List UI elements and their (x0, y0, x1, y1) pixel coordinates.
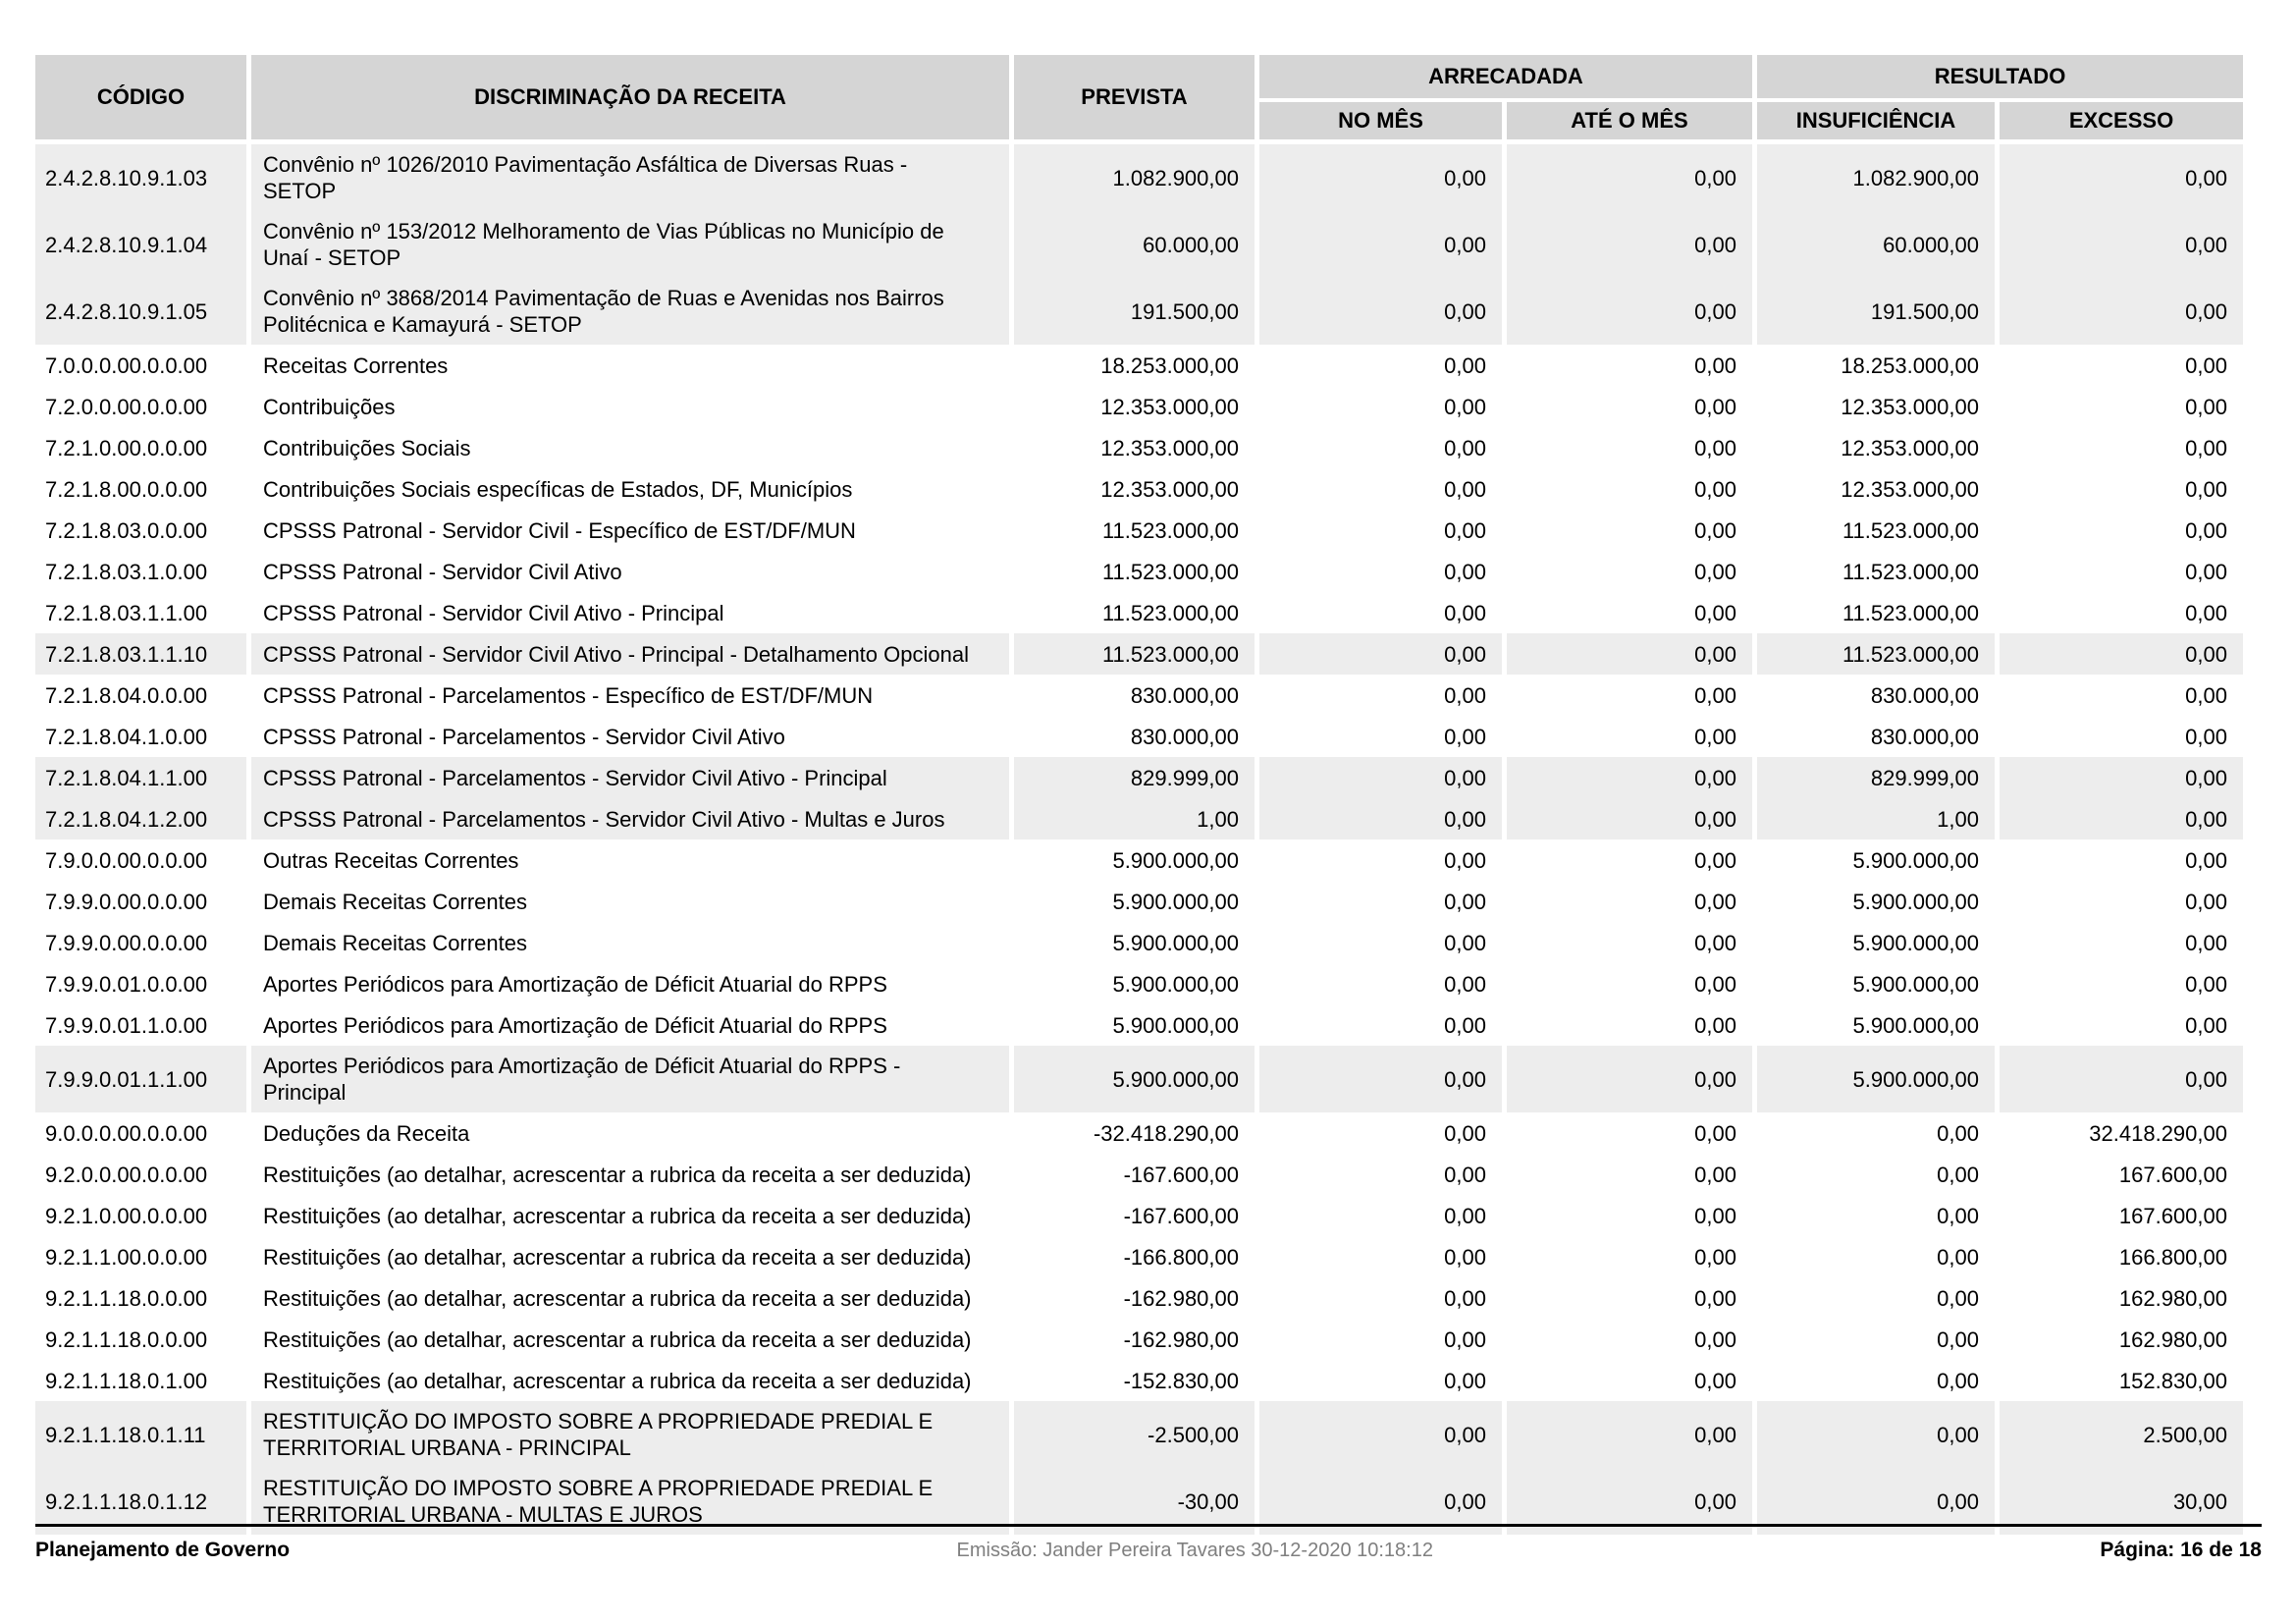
row-no-mes: 0,00 (1259, 386, 1502, 427)
row-description: Convênio nº 1026/2010 Pavimentação Asfáltica de Diversas Ruas - SETOP (251, 144, 1009, 211)
row-prevista: 12.353.000,00 (1014, 427, 1255, 468)
row-no-mes: 0,00 (1259, 1319, 1502, 1360)
row-description: Restituições (ao detalhar, acrescentar a rubrica da receita a ser deduzida) (251, 1195, 1009, 1236)
row-code: 9.2.1.1.18.0.1.11 (35, 1401, 246, 1468)
row-description: CPSSS Patronal - Parcelamentos - Servidor Civil Ativo - Principal (251, 757, 1009, 798)
row-description: Deduções da Receita (251, 1112, 1009, 1154)
row-ate-o-mes: 0,00 (1507, 1004, 1752, 1046)
footer-page-number: Página: 16 de 18 (2100, 1539, 2262, 1561)
row-prevista: -2.500,00 (1014, 1401, 1255, 1468)
table-row (35, 881, 2246, 922)
row-excesso: 2.500,00 (2000, 1401, 2243, 1468)
row-insuficiencia: 0,00 (1757, 1468, 1995, 1535)
table-row (35, 211, 2246, 278)
row-code: 7.9.9.0.01.1.1.00 (35, 1046, 246, 1112)
row-no-mes: 0,00 (1259, 757, 1502, 798)
row-code: 7.2.1.8.03.1.1.00 (35, 592, 246, 633)
row-code: 7.2.1.8.03.0.0.00 (35, 510, 246, 551)
row-insuficiencia: 11.523.000,00 (1757, 633, 1995, 675)
row-excesso: 0,00 (2000, 839, 2243, 881)
row-code: 7.2.1.8.00.0.0.00 (35, 468, 246, 510)
row-prevista: 5.900.000,00 (1014, 881, 1255, 922)
table-row (35, 1319, 2246, 1360)
row-description: Restituições (ao detalhar, acrescentar a rubrica da receita a ser deduzida) (251, 1154, 1009, 1195)
row-code: 7.9.9.0.00.0.0.00 (35, 881, 246, 922)
row-ate-o-mes: 0,00 (1507, 211, 1752, 278)
row-ate-o-mes: 0,00 (1507, 1236, 1752, 1277)
group-header-resultado: RESULTADO (1757, 55, 2243, 98)
row-no-mes: 0,00 (1259, 1195, 1502, 1236)
row-description: CPSSS Patronal - Parcelamentos - Servidor Civil Ativo - Multas e Juros (251, 798, 1009, 839)
row-code: 7.2.1.0.00.0.0.00 (35, 427, 246, 468)
row-excesso: 0,00 (2000, 1004, 2243, 1046)
row-ate-o-mes: 0,00 (1507, 1112, 1752, 1154)
row-description: Receitas Correntes (251, 345, 1009, 386)
row-code: 7.2.1.8.03.1.0.00 (35, 551, 246, 592)
row-excesso: 0,00 (2000, 468, 2243, 510)
row-prevista: -167.600,00 (1014, 1154, 1255, 1195)
row-insuficiencia: 0,00 (1757, 1112, 1995, 1154)
row-insuficiencia: 1.082.900,00 (1757, 144, 1995, 211)
table-row (35, 1004, 2246, 1046)
row-no-mes: 0,00 (1259, 1468, 1502, 1535)
row-code: 9.2.1.1.00.0.0.00 (35, 1236, 246, 1277)
table-row (35, 427, 2246, 468)
column-header-discriminacao: DISCRIMINAÇÃO DA RECEITA (251, 55, 1009, 139)
row-excesso: 162.980,00 (2000, 1277, 2243, 1319)
row-prevista: 5.900.000,00 (1014, 1004, 1255, 1046)
row-insuficiencia: 60.000,00 (1757, 211, 1995, 278)
row-prevista: 191.500,00 (1014, 278, 1255, 345)
row-insuficiencia: 11.523.000,00 (1757, 592, 1995, 633)
table-row (35, 1277, 2246, 1319)
row-insuficiencia: 5.900.000,00 (1757, 922, 1995, 963)
table-row (35, 510, 2246, 551)
row-description: CPSSS Patronal - Servidor Civil Ativo - Principal - Detalhamento Opcional (251, 633, 1009, 675)
row-ate-o-mes: 0,00 (1507, 1195, 1752, 1236)
row-prevista: -162.980,00 (1014, 1319, 1255, 1360)
table-row (35, 675, 2246, 716)
row-ate-o-mes: 0,00 (1507, 427, 1752, 468)
row-insuficiencia: 0,00 (1757, 1154, 1995, 1195)
table-row (35, 592, 2246, 633)
row-no-mes: 0,00 (1259, 278, 1502, 345)
row-insuficiencia: 5.900.000,00 (1757, 1046, 1995, 1112)
row-description: Restituições (ao detalhar, acrescentar a rubrica da receita a ser deduzida) (251, 1319, 1009, 1360)
row-ate-o-mes: 0,00 (1507, 922, 1752, 963)
row-ate-o-mes: 0,00 (1507, 1360, 1752, 1401)
row-no-mes: 0,00 (1259, 1004, 1502, 1046)
row-ate-o-mes: 0,00 (1507, 278, 1752, 345)
row-excesso: 0,00 (2000, 345, 2243, 386)
row-code: 7.2.1.8.03.1.1.10 (35, 633, 246, 675)
row-code: 9.2.1.0.00.0.0.00 (35, 1195, 246, 1236)
row-ate-o-mes: 0,00 (1507, 1277, 1752, 1319)
row-prevista: 11.523.000,00 (1014, 551, 1255, 592)
row-description: RESTITUIÇÃO DO IMPOSTO SOBRE A PROPRIEDADE PREDIAL E TERRITORIAL URBANA - MULTAS E JUROS (251, 1468, 1009, 1535)
row-excesso: 0,00 (2000, 922, 2243, 963)
table-row (35, 468, 2246, 510)
row-description: Demais Receitas Correntes (251, 922, 1009, 963)
row-prevista: 5.900.000,00 (1014, 839, 1255, 881)
row-excesso: 30,00 (2000, 1468, 2243, 1535)
row-insuficiencia: 0,00 (1757, 1236, 1995, 1277)
table-row (35, 1112, 2246, 1154)
row-no-mes: 0,00 (1259, 675, 1502, 716)
row-ate-o-mes: 0,00 (1507, 1401, 1752, 1468)
row-prevista: -30,00 (1014, 1468, 1255, 1535)
group-header-arrecadada: ARRECADADA (1259, 55, 1752, 98)
row-no-mes: 0,00 (1259, 592, 1502, 633)
table-body (35, 144, 2246, 1535)
table-row (35, 839, 2246, 881)
row-excesso: 0,00 (2000, 716, 2243, 757)
row-excesso: 0,00 (2000, 510, 2243, 551)
table-row (35, 345, 2246, 386)
table-row (35, 633, 2246, 675)
row-excesso: 162.980,00 (2000, 1319, 2243, 1360)
row-code: 7.2.0.0.00.0.0.00 (35, 386, 246, 427)
row-excesso: 32.418.290,00 (2000, 1112, 2243, 1154)
row-description: Demais Receitas Correntes (251, 881, 1009, 922)
row-excesso: 0,00 (2000, 633, 2243, 675)
row-no-mes: 0,00 (1259, 922, 1502, 963)
row-no-mes: 0,00 (1259, 1046, 1502, 1112)
row-ate-o-mes: 0,00 (1507, 1154, 1752, 1195)
row-code: 7.0.0.0.00.0.0.00 (35, 345, 246, 386)
table-row (35, 922, 2246, 963)
column-header-no-mes: NO MÊS (1259, 102, 1502, 139)
row-insuficiencia: 830.000,00 (1757, 716, 1995, 757)
row-prevista: 5.900.000,00 (1014, 1046, 1255, 1112)
row-no-mes: 0,00 (1259, 211, 1502, 278)
table-row (35, 144, 2246, 211)
row-excesso: 0,00 (2000, 144, 2243, 211)
row-prevista: 60.000,00 (1014, 211, 1255, 278)
row-prevista: 5.900.000,00 (1014, 922, 1255, 963)
column-header-ate-o-mes: ATÉ O MÊS (1507, 102, 1752, 139)
footer-report-name: Planejamento de Governo (35, 1539, 291, 1561)
row-ate-o-mes: 0,00 (1507, 592, 1752, 633)
row-ate-o-mes: 0,00 (1507, 963, 1752, 1004)
row-description: Restituições (ao detalhar, acrescentar a rubrica da receita a ser deduzida) (251, 1277, 1009, 1319)
row-prevista: 18.253.000,00 (1014, 345, 1255, 386)
row-insuficiencia: 5.900.000,00 (1757, 839, 1995, 881)
row-description: RESTITUIÇÃO DO IMPOSTO SOBRE A PROPRIEDADE PREDIAL E TERRITORIAL URBANA - PRINCIPAL (251, 1401, 1009, 1468)
row-code: 9.2.1.1.18.0.1.00 (35, 1360, 246, 1401)
row-code: 7.9.0.0.00.0.0.00 (35, 839, 246, 881)
page-footer (35, 1524, 2262, 1562)
row-no-mes: 0,00 (1259, 468, 1502, 510)
row-no-mes: 0,00 (1259, 510, 1502, 551)
row-ate-o-mes: 0,00 (1507, 386, 1752, 427)
row-description: Aportes Periódicos para Amortização de Déficit Atuarial do RPPS (251, 1004, 1009, 1046)
row-excesso: 0,00 (2000, 278, 2243, 345)
row-code: 7.2.1.8.04.1.2.00 (35, 798, 246, 839)
row-excesso: 0,00 (2000, 675, 2243, 716)
table-row (35, 798, 2246, 839)
row-no-mes: 0,00 (1259, 345, 1502, 386)
row-insuficiencia: 0,00 (1757, 1277, 1995, 1319)
row-no-mes: 0,00 (1259, 633, 1502, 675)
row-insuficiencia: 5.900.000,00 (1757, 963, 1995, 1004)
row-code: 2.4.2.8.10.9.1.04 (35, 211, 246, 278)
row-prevista: 829.999,00 (1014, 757, 1255, 798)
row-ate-o-mes: 0,00 (1507, 881, 1752, 922)
table-header (35, 55, 2246, 139)
row-ate-o-mes: 0,00 (1507, 716, 1752, 757)
row-code: 7.2.1.8.04.1.1.00 (35, 757, 246, 798)
row-no-mes: 0,00 (1259, 798, 1502, 839)
row-description: CPSSS Patronal - Servidor Civil - Específico de EST/DF/MUN (251, 510, 1009, 551)
row-excesso: 167.600,00 (2000, 1154, 2243, 1195)
row-code: 9.2.1.1.18.0.0.00 (35, 1277, 246, 1319)
row-prevista: 1.082.900,00 (1014, 144, 1255, 211)
row-no-mes: 0,00 (1259, 881, 1502, 922)
row-prevista: 830.000,00 (1014, 675, 1255, 716)
row-no-mes: 0,00 (1259, 1401, 1502, 1468)
row-prevista: -162.980,00 (1014, 1277, 1255, 1319)
row-insuficiencia: 5.900.000,00 (1757, 881, 1995, 922)
row-no-mes: 0,00 (1259, 1112, 1502, 1154)
row-code: 7.9.9.0.01.1.0.00 (35, 1004, 246, 1046)
column-header-insuficiencia: INSUFICIÊNCIA (1757, 102, 1995, 139)
row-code: 9.0.0.0.00.0.0.00 (35, 1112, 246, 1154)
row-prevista: 12.353.000,00 (1014, 468, 1255, 510)
row-excesso: 0,00 (2000, 427, 2243, 468)
row-prevista: 11.523.000,00 (1014, 510, 1255, 551)
row-prevista: -166.800,00 (1014, 1236, 1255, 1277)
row-prevista: 1,00 (1014, 798, 1255, 839)
table-row (35, 1401, 2246, 1468)
row-excesso: 0,00 (2000, 1046, 2243, 1112)
row-excesso: 167.600,00 (2000, 1195, 2243, 1236)
row-excesso: 0,00 (2000, 592, 2243, 633)
row-no-mes: 0,00 (1259, 551, 1502, 592)
row-insuficiencia: 830.000,00 (1757, 675, 1995, 716)
row-description: Restituições (ao detalhar, acrescentar a rubrica da receita a ser deduzida) (251, 1360, 1009, 1401)
row-description: Contribuições Sociais específicas de Estados, DF, Municípios (251, 468, 1009, 510)
row-description: CPSSS Patronal - Parcelamentos - Específico de EST/DF/MUN (251, 675, 1009, 716)
row-no-mes: 0,00 (1259, 963, 1502, 1004)
row-description: Contribuições Sociais (251, 427, 1009, 468)
row-ate-o-mes: 0,00 (1507, 757, 1752, 798)
row-ate-o-mes: 0,00 (1507, 633, 1752, 675)
row-prevista: 11.523.000,00 (1014, 592, 1255, 633)
row-description: Contribuições (251, 386, 1009, 427)
table-row (35, 551, 2246, 592)
row-insuficiencia: 829.999,00 (1757, 757, 1995, 798)
row-ate-o-mes: 0,00 (1507, 798, 1752, 839)
footer-emission: Emissão: Jander Pereira Tavares 30-12-2020 10:18:12 (956, 1540, 1433, 1561)
row-insuficiencia: 12.353.000,00 (1757, 427, 1995, 468)
row-excesso: 0,00 (2000, 881, 2243, 922)
table-row (35, 716, 2246, 757)
row-ate-o-mes: 0,00 (1507, 1319, 1752, 1360)
table-row (35, 1046, 2246, 1112)
row-description: Convênio nº 3868/2014 Pavimentação de Ruas e Avenidas nos Bairros Politécnica e Kamayurá - SETOP (251, 278, 1009, 345)
row-prevista: 12.353.000,00 (1014, 386, 1255, 427)
row-prevista: 5.900.000,00 (1014, 963, 1255, 1004)
row-insuficiencia: 0,00 (1757, 1319, 1995, 1360)
row-excesso: 0,00 (2000, 551, 2243, 592)
row-code: 7.9.9.0.01.0.0.00 (35, 963, 246, 1004)
row-insuficiencia: 11.523.000,00 (1757, 510, 1995, 551)
row-prevista: -32.418.290,00 (1014, 1112, 1255, 1154)
row-description: CPSSS Patronal - Servidor Civil Ativo - Principal (251, 592, 1009, 633)
row-ate-o-mes: 0,00 (1507, 1046, 1752, 1112)
row-description: CPSSS Patronal - Parcelamentos - Servidor Civil Ativo (251, 716, 1009, 757)
row-insuficiencia: 11.523.000,00 (1757, 551, 1995, 592)
row-excesso: 0,00 (2000, 757, 2243, 798)
table-row (35, 386, 2246, 427)
table-row (35, 757, 2246, 798)
row-ate-o-mes: 0,00 (1507, 144, 1752, 211)
row-code: 7.2.1.8.04.1.0.00 (35, 716, 246, 757)
row-ate-o-mes: 0,00 (1507, 551, 1752, 592)
row-description: Aportes Periódicos para Amortização de Déficit Atuarial do RPPS (251, 963, 1009, 1004)
row-insuficiencia: 5.900.000,00 (1757, 1004, 1995, 1046)
row-prevista: 11.523.000,00 (1014, 633, 1255, 675)
row-code: 9.2.1.1.18.0.1.12 (35, 1468, 246, 1535)
row-insuficiencia: 0,00 (1757, 1360, 1995, 1401)
row-code: 2.4.2.8.10.9.1.03 (35, 144, 246, 211)
row-prevista: -152.830,00 (1014, 1360, 1255, 1401)
row-ate-o-mes: 0,00 (1507, 839, 1752, 881)
row-code: 9.2.1.1.18.0.0.00 (35, 1319, 246, 1360)
row-no-mes: 0,00 (1259, 1236, 1502, 1277)
table-row (35, 1195, 2246, 1236)
row-code: 2.4.2.8.10.9.1.05 (35, 278, 246, 345)
column-header-prevista: PREVISTA (1014, 55, 1255, 139)
row-description: Outras Receitas Correntes (251, 839, 1009, 881)
row-excesso: 0,00 (2000, 798, 2243, 839)
row-excesso: 0,00 (2000, 963, 2243, 1004)
row-description: CPSSS Patronal - Servidor Civil Ativo (251, 551, 1009, 592)
row-prevista: -167.600,00 (1014, 1195, 1255, 1236)
row-ate-o-mes: 0,00 (1507, 675, 1752, 716)
column-header-codigo: CÓDIGO (35, 55, 246, 139)
row-no-mes: 0,00 (1259, 1360, 1502, 1401)
row-description: Convênio nº 153/2012 Melhoramento de Vias Públicas no Município de Unaí - SETOP (251, 211, 1009, 278)
row-description: Restituições (ao detalhar, acrescentar a rubrica da receita a ser deduzida) (251, 1236, 1009, 1277)
row-ate-o-mes: 0,00 (1507, 345, 1752, 386)
row-no-mes: 0,00 (1259, 716, 1502, 757)
row-excesso: 166.800,00 (2000, 1236, 2243, 1277)
table-row (35, 1360, 2246, 1401)
row-no-mes: 0,00 (1259, 1154, 1502, 1195)
row-prevista: 830.000,00 (1014, 716, 1255, 757)
row-no-mes: 0,00 (1259, 839, 1502, 881)
row-code: 7.9.9.0.00.0.0.00 (35, 922, 246, 963)
revenue-report-table (35, 55, 2246, 1535)
row-excesso: 152.830,00 (2000, 1360, 2243, 1401)
row-description: Aportes Periódicos para Amortização de Déficit Atuarial do RPPS - Principal (251, 1046, 1009, 1112)
row-insuficiencia: 12.353.000,00 (1757, 468, 1995, 510)
row-excesso: 0,00 (2000, 386, 2243, 427)
row-insuficiencia: 18.253.000,00 (1757, 345, 1995, 386)
table-row (35, 1154, 2246, 1195)
row-ate-o-mes: 0,00 (1507, 1468, 1752, 1535)
row-insuficiencia: 1,00 (1757, 798, 1995, 839)
table-row (35, 1236, 2246, 1277)
row-no-mes: 0,00 (1259, 1277, 1502, 1319)
row-code: 9.2.0.0.00.0.0.00 (35, 1154, 246, 1195)
column-header-excesso: EXCESSO (2000, 102, 2243, 139)
table-row (35, 278, 2246, 345)
row-no-mes: 0,00 (1259, 144, 1502, 211)
row-excesso: 0,00 (2000, 211, 2243, 278)
row-ate-o-mes: 0,00 (1507, 510, 1752, 551)
row-code: 7.2.1.8.04.0.0.00 (35, 675, 246, 716)
row-insuficiencia: 12.353.000,00 (1757, 386, 1995, 427)
row-insuficiencia: 0,00 (1757, 1195, 1995, 1236)
table-row (35, 963, 2246, 1004)
row-ate-o-mes: 0,00 (1507, 468, 1752, 510)
row-insuficiencia: 191.500,00 (1757, 278, 1995, 345)
row-no-mes: 0,00 (1259, 427, 1502, 468)
row-insuficiencia: 0,00 (1757, 1401, 1995, 1468)
